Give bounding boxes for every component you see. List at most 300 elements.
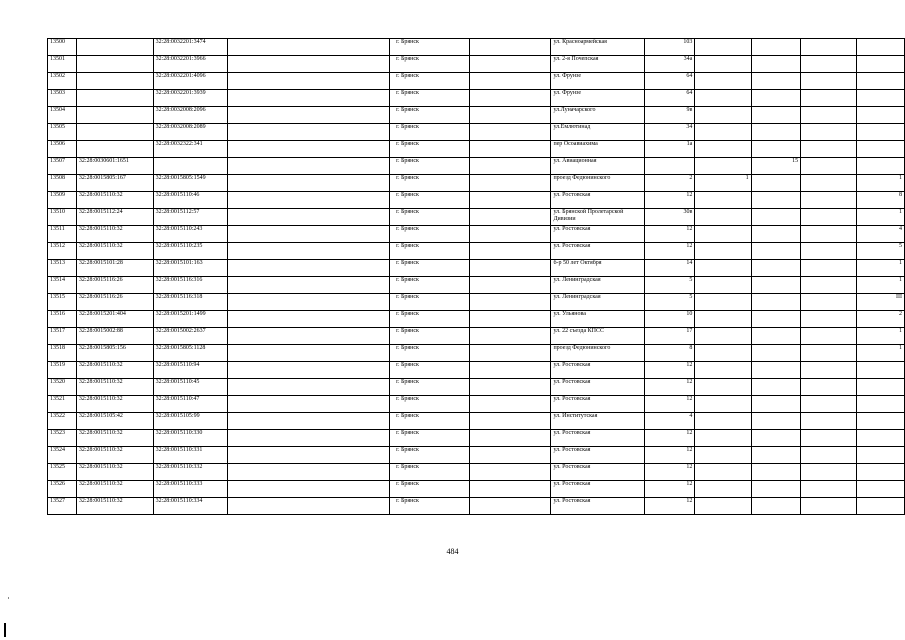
cell-record-number: 13514 — [48, 277, 77, 294]
table-row — [48, 379, 905, 396]
cell-record-number: 13503 — [48, 90, 77, 107]
cell-house-number: 12 — [644, 447, 695, 464]
cell-house-number: 12 — [644, 192, 695, 209]
cell-empty-col — [801, 124, 857, 141]
cell-extra-number — [751, 209, 800, 226]
cell-cadastral-number-parcel: 32:28:0015201:404 — [76, 311, 153, 328]
cell-house-number: 17 — [644, 328, 695, 345]
cell-house-number: 64 — [644, 90, 695, 107]
cell-empty-col — [801, 226, 857, 243]
table-row — [48, 226, 905, 243]
cell-extra-number — [751, 328, 800, 345]
cell-house-number: 12 — [644, 362, 695, 379]
cell-cadastral-number-object: 32:28:0015110:47 — [153, 396, 228, 413]
cell-cadastral-number-parcel — [76, 124, 153, 141]
cell-street: ул. Ростовская — [551, 498, 644, 515]
cell-empty-col — [470, 345, 551, 362]
cell-house-number: 12 — [644, 396, 695, 413]
cell-street: ул. Ростовская — [551, 243, 644, 260]
cell-house-number: 5 — [644, 277, 695, 294]
cell-cadastral-number-object: 32:28:0032008:2089 — [153, 124, 228, 141]
cell-house-number: 12 — [644, 481, 695, 498]
cell-empty-col — [801, 311, 857, 328]
table-row — [48, 209, 905, 226]
cell-house-number: 1а — [644, 141, 695, 158]
cell-room-number — [857, 447, 905, 464]
table-row — [48, 175, 905, 192]
cell-building-number — [695, 39, 751, 56]
cell-empty-col — [470, 362, 551, 379]
cell-cadastral-number-parcel: 32:28:0015002:88 — [76, 328, 153, 345]
cell-city: г. Брянск — [390, 447, 470, 464]
cell-house-number: 2 — [644, 175, 695, 192]
cell-empty-col — [801, 379, 857, 396]
table-row — [48, 396, 905, 413]
table-row — [48, 481, 905, 498]
cell-empty-col — [801, 192, 857, 209]
cell-building-number — [695, 226, 751, 243]
cell-empty-col — [470, 328, 551, 345]
cell-extra-number — [751, 379, 800, 396]
cell-city: г. Брянск — [390, 328, 470, 345]
cell-empty-col — [228, 73, 390, 90]
cell-empty-col — [228, 362, 390, 379]
cell-extra-number — [751, 141, 800, 158]
cell-cadastral-number-object: 32:28:0015110:45 — [153, 379, 228, 396]
cell-building-number — [695, 107, 751, 124]
cell-empty-col — [801, 158, 857, 175]
cell-house-number: 34 — [644, 124, 695, 141]
cell-empty-col — [228, 447, 390, 464]
table-row — [48, 413, 905, 430]
cell-building-number — [695, 328, 751, 345]
cell-street: ул. Ростовская — [551, 430, 644, 447]
cell-cadastral-number-parcel: 32:28:0015112:24 — [76, 209, 153, 226]
cell-record-number: 13505 — [48, 124, 77, 141]
cell-room-number — [857, 124, 905, 141]
cell-room-number — [857, 90, 905, 107]
cell-empty-col — [801, 90, 857, 107]
cell-city: г. Брянск — [390, 362, 470, 379]
cell-record-number: 13523 — [48, 430, 77, 447]
cell-house-number: 5 — [644, 294, 695, 311]
cell-building-number: 1 — [695, 175, 751, 192]
table-row — [48, 464, 905, 481]
cell-building-number — [695, 379, 751, 396]
cell-room-number — [857, 498, 905, 515]
cell-city: г. Брянск — [390, 498, 470, 515]
cell-cadastral-number-object: 32:28:0015110:94 — [153, 362, 228, 379]
cell-empty-col — [470, 447, 551, 464]
cell-street: проезд Федюнинского — [551, 175, 644, 192]
cell-empty-col — [470, 481, 551, 498]
cell-room-number: 1 — [857, 209, 905, 226]
cell-cadastral-number-parcel: 32:28:0015110:32 — [76, 243, 153, 260]
cell-cadastral-number-object: 32:28:0015110:333 — [153, 481, 228, 498]
cell-building-number — [695, 311, 751, 328]
cell-cadastral-number-parcel: 32:28:0015116:26 — [76, 277, 153, 294]
cell-extra-number — [751, 464, 800, 481]
cell-empty-col — [801, 175, 857, 192]
cell-empty-col — [228, 192, 390, 209]
cell-cadastral-number-object: 32:28:0015002:2637 — [153, 328, 228, 345]
table-row — [48, 277, 905, 294]
cell-empty-col — [801, 294, 857, 311]
cell-house-number: 103 — [644, 39, 695, 56]
cell-empty-col — [470, 141, 551, 158]
cell-record-number: 13504 — [48, 107, 77, 124]
cell-cadastral-number-object: 32:28:0032201:3939 — [153, 90, 228, 107]
cell-empty-col — [470, 379, 551, 396]
cell-house-number: 34а — [644, 56, 695, 73]
cell-room-number: 1 — [857, 260, 905, 277]
cell-city: г. Брянск — [390, 124, 470, 141]
cell-room-number: 4 — [857, 226, 905, 243]
cell-empty-col — [801, 209, 857, 226]
cell-street: ул. Красноармейская — [551, 39, 644, 56]
table-row — [48, 192, 905, 209]
table-row — [48, 141, 905, 158]
cell-empty-col — [470, 464, 551, 481]
table-row — [48, 90, 905, 107]
cell-empty-col — [228, 464, 390, 481]
cell-cadastral-number-object: 32:28:0015101:163 — [153, 260, 228, 277]
cell-cadastral-number-parcel — [76, 73, 153, 90]
cell-empty-col — [470, 498, 551, 515]
cell-empty-col — [801, 447, 857, 464]
cell-empty-col — [470, 294, 551, 311]
cell-cadastral-number-parcel: 32:28:0015110:32 — [76, 481, 153, 498]
cell-city: г. Брянск — [390, 90, 470, 107]
cell-empty-col — [228, 226, 390, 243]
cell-record-number: 13527 — [48, 498, 77, 515]
cell-cadastral-number-object: 32:28:0015110:235 — [153, 243, 228, 260]
cell-cadastral-number-object: 32:28:0015201:1499 — [153, 311, 228, 328]
cell-building-number — [695, 498, 751, 515]
cell-empty-col — [470, 107, 551, 124]
cell-empty-col — [801, 56, 857, 73]
cell-empty-col — [801, 362, 857, 379]
cell-extra-number — [751, 226, 800, 243]
cell-house-number: 30в — [644, 209, 695, 226]
cell-empty-col — [470, 175, 551, 192]
cell-house-number: 12 — [644, 430, 695, 447]
cell-record-number: 13500 — [48, 39, 77, 56]
cell-room-number: 2 — [857, 311, 905, 328]
cell-extra-number — [751, 192, 800, 209]
table-row — [48, 294, 905, 311]
cell-room-number — [857, 73, 905, 90]
cell-house-number: 64 — [644, 73, 695, 90]
cell-street: ул. Ленинградская — [551, 277, 644, 294]
cell-extra-number — [751, 396, 800, 413]
scan-edge-mark — [4, 623, 6, 637]
cell-empty-col — [801, 328, 857, 345]
cell-empty-col — [801, 277, 857, 294]
cell-empty-col — [470, 73, 551, 90]
cell-building-number — [695, 192, 751, 209]
cell-empty-col — [801, 498, 857, 515]
cell-extra-number — [751, 277, 800, 294]
cell-cadastral-number-object: 32:28:0015116:318 — [153, 294, 228, 311]
cell-record-number: 13501 — [48, 56, 77, 73]
cell-cadastral-number-object: 32:28:0015110:243 — [153, 226, 228, 243]
cell-empty-col — [801, 345, 857, 362]
cell-house-number: 12 — [644, 379, 695, 396]
cell-cadastral-number-object: 32:28:0015805:1549 — [153, 175, 228, 192]
cell-city: г. Брянск — [390, 56, 470, 73]
cell-record-number: 13522 — [48, 413, 77, 430]
cell-room-number: 8 — [857, 192, 905, 209]
cell-empty-col — [801, 39, 857, 56]
cell-empty-col — [470, 260, 551, 277]
cell-house-number: 9в — [644, 107, 695, 124]
table-row — [48, 447, 905, 464]
cell-cadastral-number-parcel: 32:28:0015101:28 — [76, 260, 153, 277]
cell-record-number: 13526 — [48, 481, 77, 498]
cell-empty-col — [470, 158, 551, 175]
cell-building-number — [695, 56, 751, 73]
table-row — [48, 107, 905, 124]
cell-street: ул. Фрунзе — [551, 90, 644, 107]
cell-extra-number — [751, 90, 800, 107]
cell-street: пер Осоавиахима — [551, 141, 644, 158]
table-row — [48, 124, 905, 141]
cell-empty-col — [470, 124, 551, 141]
cell-street: б-р 50 лет Октября — [551, 260, 644, 277]
cell-street: ул. Авиационная — [551, 158, 644, 175]
cell-cadastral-number-object: 32:28:0015110:330 — [153, 430, 228, 447]
cell-city: г. Брянск — [390, 396, 470, 413]
cell-cadastral-number-object: 32:28:0015110:334 — [153, 498, 228, 515]
cell-building-number — [695, 243, 751, 260]
cell-cadastral-number-parcel — [76, 56, 153, 73]
table-row — [48, 498, 905, 515]
cell-room-number: 1 — [857, 277, 905, 294]
cell-city: г. Брянск — [390, 209, 470, 226]
cell-record-number: 13524 — [48, 447, 77, 464]
cell-empty-col — [801, 243, 857, 260]
cell-building-number — [695, 294, 751, 311]
cell-record-number: 13509 — [48, 192, 77, 209]
cell-street: ул. Ростовская — [551, 226, 644, 243]
cell-street: ул.Емлютинад — [551, 124, 644, 141]
cell-cadastral-number-parcel: 32:28:0015110:32 — [76, 226, 153, 243]
cell-building-number — [695, 141, 751, 158]
cell-room-number — [857, 56, 905, 73]
cell-city: г. Брянск — [390, 379, 470, 396]
cell-record-number: 13517 — [48, 328, 77, 345]
cell-cadastral-number-object: 32:28:0015110:46 — [153, 192, 228, 209]
cell-extra-number — [751, 39, 800, 56]
cell-room-number — [857, 107, 905, 124]
cell-building-number — [695, 430, 751, 447]
scan-speck — [8, 597, 9, 599]
cell-cadastral-number-object: 32:28:0032322:341 — [153, 141, 228, 158]
cell-empty-col — [801, 141, 857, 158]
cell-room-number — [857, 464, 905, 481]
cell-empty-col — [801, 396, 857, 413]
cell-extra-number — [751, 294, 800, 311]
cell-cadastral-number-parcel: 32:28:0030601:1651 — [76, 158, 153, 175]
cell-cadastral-number-object: 32:28:0015112:57 — [153, 209, 228, 226]
cell-empty-col — [801, 260, 857, 277]
cell-building-number — [695, 345, 751, 362]
cell-record-number: 13512 — [48, 243, 77, 260]
cell-empty-col — [801, 481, 857, 498]
cell-record-number: 13510 — [48, 209, 77, 226]
cell-extra-number — [751, 430, 800, 447]
cell-extra-number — [751, 56, 800, 73]
cell-room-number: 1 — [857, 175, 905, 192]
cell-cadastral-number-object: 32:28:0015110:331 — [153, 447, 228, 464]
cell-city: г. Брянск — [390, 260, 470, 277]
table-row — [48, 39, 905, 56]
cell-cadastral-number-object — [153, 158, 228, 175]
cell-empty-col — [470, 311, 551, 328]
cell-empty-col — [228, 90, 390, 107]
cell-house-number: 12 — [644, 243, 695, 260]
cell-room-number — [857, 141, 905, 158]
cell-record-number: 13516 — [48, 311, 77, 328]
cell-street: ул. Институтская — [551, 413, 644, 430]
cell-room-number — [857, 362, 905, 379]
cell-street: ул. 22 съезда КПСС — [551, 328, 644, 345]
cell-empty-col — [228, 328, 390, 345]
cell-cadastral-number-parcel: 32:28:0015110:32 — [76, 396, 153, 413]
register-table — [47, 38, 905, 515]
cell-empty-col — [228, 141, 390, 158]
cell-record-number: 13521 — [48, 396, 77, 413]
cell-city: г. Брянск — [390, 192, 470, 209]
cell-extra-number — [751, 362, 800, 379]
cell-empty-col — [228, 243, 390, 260]
cell-empty-col — [470, 192, 551, 209]
table-row — [48, 260, 905, 277]
cell-record-number: 13502 — [48, 73, 77, 90]
cell-city: г. Брянск — [390, 481, 470, 498]
cell-street: ул.Луначарского — [551, 107, 644, 124]
cell-building-number — [695, 260, 751, 277]
cell-empty-col — [228, 107, 390, 124]
cell-cadastral-number-parcel: 32:28:0015110:32 — [76, 362, 153, 379]
cell-empty-col — [228, 345, 390, 362]
cell-cadastral-number-parcel — [76, 39, 153, 56]
table-row — [48, 311, 905, 328]
cell-empty-col — [470, 413, 551, 430]
cell-street: ул. Ростовская — [551, 481, 644, 498]
cell-extra-number — [751, 73, 800, 90]
cell-empty-col — [470, 396, 551, 413]
cell-cadastral-number-object: 32:28:0032201:3966 — [153, 56, 228, 73]
cell-empty-col — [470, 243, 551, 260]
cell-record-number: 13520 — [48, 379, 77, 396]
cell-record-number: 13511 — [48, 226, 77, 243]
cell-empty-col — [228, 396, 390, 413]
cell-empty-col — [228, 498, 390, 515]
cell-building-number — [695, 413, 751, 430]
cell-room-number — [857, 430, 905, 447]
cell-house-number: 4 — [644, 413, 695, 430]
cell-cadastral-number-parcel: 32:28:0015110:32 — [76, 447, 153, 464]
cell-empty-col — [228, 413, 390, 430]
cell-building-number — [695, 277, 751, 294]
table-row — [48, 328, 905, 345]
cell-cadastral-number-parcel: 32:28:0015110:32 — [76, 379, 153, 396]
cell-empty-col — [470, 226, 551, 243]
cell-empty-col — [228, 39, 390, 56]
table-row — [48, 362, 905, 379]
cell-room-number: 1 — [857, 328, 905, 345]
cell-empty-col — [228, 430, 390, 447]
register-table-body — [48, 39, 905, 515]
cell-building-number — [695, 447, 751, 464]
cell-street: ул. Ульянова — [551, 311, 644, 328]
cell-empty-col — [801, 430, 857, 447]
cell-record-number: 13519 — [48, 362, 77, 379]
cell-empty-col — [801, 73, 857, 90]
cell-extra-number — [751, 447, 800, 464]
table-row — [48, 158, 905, 175]
cell-city: г. Брянск — [390, 73, 470, 90]
cell-empty-col — [228, 481, 390, 498]
cell-empty-col — [228, 260, 390, 277]
cell-city: г. Брянск — [390, 226, 470, 243]
cell-empty-col — [228, 277, 390, 294]
cell-extra-number — [751, 107, 800, 124]
cell-cadastral-number-parcel — [76, 107, 153, 124]
cell-building-number — [695, 124, 751, 141]
cell-empty-col — [801, 107, 857, 124]
cell-cadastral-number-parcel: 32:28:0015110:32 — [76, 192, 153, 209]
cell-building-number — [695, 209, 751, 226]
cell-extra-number — [751, 413, 800, 430]
cell-room-number: III — [857, 294, 905, 311]
cell-cadastral-number-object: 32:28:0015805:1128 — [153, 345, 228, 362]
cell-empty-col — [228, 175, 390, 192]
cell-cadastral-number-object: 32:28:0015105:99 — [153, 413, 228, 430]
table-row — [48, 243, 905, 260]
cell-extra-number — [751, 175, 800, 192]
cell-house-number: 8 — [644, 345, 695, 362]
cell-empty-col — [228, 56, 390, 73]
cell-city: г. Брянск — [390, 345, 470, 362]
cell-empty-col — [801, 464, 857, 481]
cell-cadastral-number-object: 32:28:0032008:2096 — [153, 107, 228, 124]
cell-empty-col — [228, 158, 390, 175]
cell-room-number — [857, 158, 905, 175]
table-row — [48, 56, 905, 73]
cell-street: ул. Ростовская — [551, 362, 644, 379]
cell-cadastral-number-parcel: 32:28:0015110:32 — [76, 498, 153, 515]
cell-building-number — [695, 73, 751, 90]
cell-cadastral-number-parcel — [76, 141, 153, 158]
cell-street: ул. Ленинградская — [551, 294, 644, 311]
cell-extra-number — [751, 243, 800, 260]
cell-empty-col — [228, 311, 390, 328]
cell-empty-col — [470, 56, 551, 73]
cell-street: ул. Ростовская — [551, 396, 644, 413]
table-row — [48, 430, 905, 447]
cell-record-number: 13525 — [48, 464, 77, 481]
cell-city: г. Брянск — [390, 430, 470, 447]
cell-room-number — [857, 481, 905, 498]
cell-city: г. Брянск — [390, 311, 470, 328]
cell-house-number — [644, 158, 695, 175]
cell-record-number: 13515 — [48, 294, 77, 311]
cell-street: ул. Ростовская — [551, 192, 644, 209]
cell-record-number: 13506 — [48, 141, 77, 158]
